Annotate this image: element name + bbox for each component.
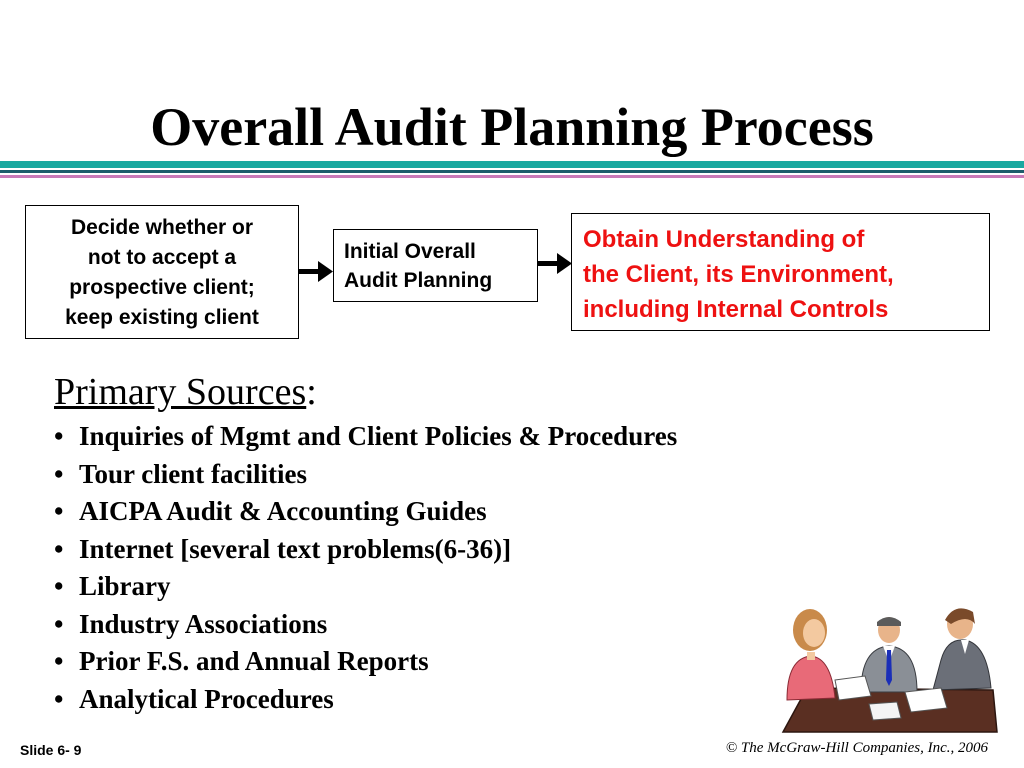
list-item [54, 568, 677, 606]
business-meeting-illustration [765, 600, 1000, 735]
bullet-icon: • [54, 421, 64, 451]
primary-sources-heading-text: Primary Sources [54, 371, 307, 413]
flow-box-line: prospective client; [69, 276, 255, 299]
bullet-icon: • [54, 683, 64, 714]
flow-box-accept-client [25, 205, 299, 339]
list-item-text: Industry Associations [79, 608, 328, 639]
bullet-icon: • [54, 458, 64, 489]
flow-box-line: including Internal Controls [583, 296, 889, 323]
bullet-icon: • [54, 608, 64, 639]
primary-sources-list [54, 418, 677, 718]
list-item [54, 493, 677, 531]
list-item-text: Library [79, 571, 171, 601]
slide-number: Slide 6- 9 [20, 742, 82, 758]
title-divider-pink [0, 175, 1024, 178]
list-item [54, 606, 677, 644]
primary-sources-heading-colon: : [306, 371, 317, 413]
list-item-text: Analytical Procedures [79, 683, 334, 714]
primary-sources-heading [54, 368, 677, 416]
bullet-icon: • [54, 646, 64, 676]
list-item [54, 418, 677, 456]
list-item-text: Prior F.S. and Annual Reports [79, 646, 429, 676]
slide-title: Overall Audit Planning Process [150, 97, 874, 157]
flow-arrow-right-icon [299, 261, 333, 283]
list-item [54, 643, 677, 681]
flow-box-line: Obtain Understanding of [583, 226, 865, 253]
bullet-icon: • [54, 496, 64, 526]
flow-box-line: the Client, its Environment, [583, 261, 894, 288]
flow-box-obtain-understanding [571, 213, 990, 331]
flow-box-line: Decide whether or [70, 216, 254, 239]
list-item-text: Inquiries of Mgmt and Client Policies & Procedures [79, 421, 678, 451]
title-divider-teal [0, 161, 1024, 168]
list-item [54, 681, 677, 719]
flow-arrow-right-icon [538, 253, 572, 275]
list-item [54, 531, 677, 569]
primary-sources-section [54, 368, 677, 718]
list-item-text: Tour client facilities [79, 458, 307, 489]
copyright-notice: © The McGraw-Hill Companies, Inc., 2006 [725, 740, 988, 756]
list-item-text: AICPA Audit & Accounting Guides [79, 496, 487, 526]
flow-box-line: keep existing client [65, 306, 259, 329]
flow-box-line: not to accept a [87, 246, 237, 269]
bullet-icon: • [54, 533, 64, 564]
flow-box-line: Initial Overall [344, 240, 476, 263]
list-item [54, 456, 677, 494]
title-divider-dark [0, 170, 1024, 173]
bullet-icon: • [54, 571, 64, 601]
flow-box-line: Audit Planning [344, 269, 493, 292]
list-item-text: Internet [several text problems(6-36)] [79, 533, 512, 564]
flow-box-initial-planning [333, 229, 538, 302]
